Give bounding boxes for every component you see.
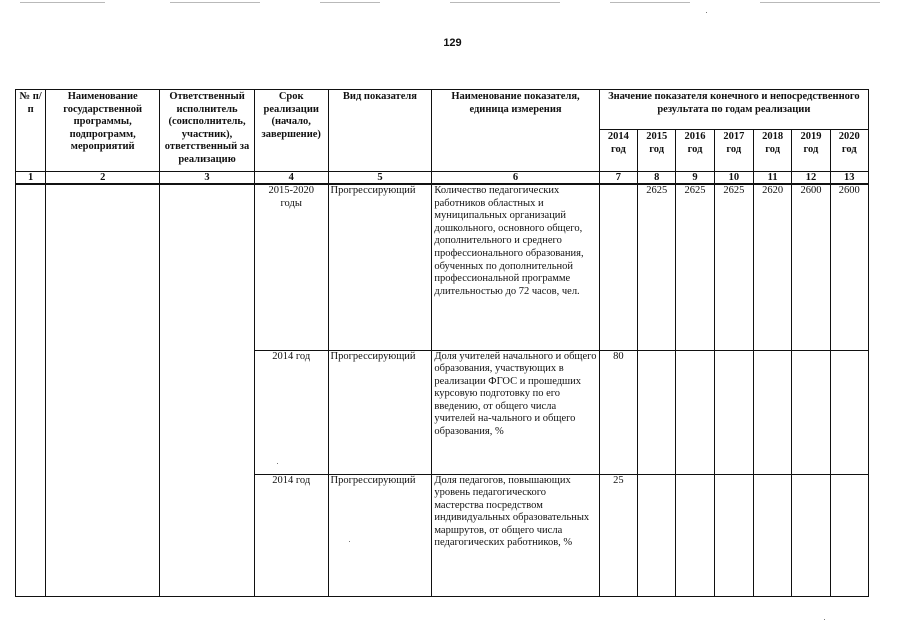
header-year: 2020 год xyxy=(830,130,868,172)
scan-speck xyxy=(277,463,278,464)
scan-line xyxy=(20,2,105,3)
cell-indicator-name: Количество педагогических работников областных и муниципальных организаций дошкольного, основного общего, дополнительного и среднего профессионального образования, обученных по дополнительной профессиональной программе длительностью до 72 часов, чел. xyxy=(432,184,599,350)
scan-line xyxy=(610,2,690,3)
header-values-group: Значение показателя конечного и непосредственного результата по годам реализации xyxy=(599,90,868,130)
cell-value-2016: 2625 xyxy=(676,184,714,350)
cell-responsible xyxy=(160,184,255,596)
column-number: 2 xyxy=(46,172,160,185)
header-year: 2014 год xyxy=(599,130,637,172)
table-row xyxy=(16,184,869,350)
indicators-table xyxy=(15,89,869,597)
page-number: 129 xyxy=(443,37,462,49)
scan-line xyxy=(450,2,560,3)
cell-value-2015: 2625 xyxy=(638,184,676,350)
cell-value-2014: 80 xyxy=(599,350,637,474)
cell-value-2020 xyxy=(830,350,868,474)
cell-indicator-type: Прогрессирующий xyxy=(328,350,432,474)
cell-value-2014: 25 xyxy=(599,474,637,596)
header-year: 2015 год xyxy=(638,130,676,172)
cell-value-2015 xyxy=(638,350,676,474)
cell-value-2019: 2600 xyxy=(792,184,830,350)
cell-term: 2014 год xyxy=(254,474,328,596)
column-number: 1 xyxy=(16,172,46,185)
header-year: 2016 год xyxy=(676,130,714,172)
header-row xyxy=(16,90,869,130)
header-responsible: Ответственный исполнитель (соисполнитель, участник), ответственный за реализацию xyxy=(160,90,255,172)
cell-value-2014 xyxy=(599,184,637,350)
column-number: 12 xyxy=(792,172,830,185)
header-year: 2018 год xyxy=(753,130,791,172)
column-number: 11 xyxy=(753,172,791,185)
cell-term: 2014 год xyxy=(254,350,328,474)
cell-value-2016 xyxy=(676,474,714,596)
cell-indicator-type: Прогрессирующий xyxy=(328,474,432,596)
cell-value-2019 xyxy=(792,474,830,596)
scan-speck xyxy=(349,541,350,542)
cell-indicator-type: Прогрессирующий xyxy=(328,184,432,350)
header-term: Срок реализации (начало, завершение) xyxy=(254,90,328,172)
cell-value-2018 xyxy=(753,474,791,596)
column-number: 3 xyxy=(160,172,255,185)
cell-indicator-name: Доля педагогов, повышающих уровень педагогического мастерства посредством индивидуальных образовательных маршрутов, от общего числа педагогических работников, % xyxy=(432,474,599,596)
column-numbers-row xyxy=(16,172,869,185)
cell-value-2016 xyxy=(676,350,714,474)
cell-value-2020 xyxy=(830,474,868,596)
header-year: 2019 год xyxy=(792,130,830,172)
cell-value-2015 xyxy=(638,474,676,596)
column-number: 4 xyxy=(254,172,328,185)
cell-program-name xyxy=(46,184,160,596)
column-number: 8 xyxy=(638,172,676,185)
header-indicator-name: Наименование показателя, единица измерения xyxy=(432,90,599,172)
cell-indicator-name: Доля учителей начального и общего образования, участвующих в реализации ФГОС и прошедших курсовую подготовку по его введению, от общего числа учителей на-чального и общего образования, % xyxy=(432,350,599,474)
column-number: 7 xyxy=(599,172,637,185)
scan-line xyxy=(760,2,880,3)
header-program-name: Наименование государственной программы, подпрограмм, мероприятий xyxy=(46,90,160,172)
scan-speck xyxy=(824,619,825,620)
column-number: 9 xyxy=(676,172,714,185)
cell-value-2018 xyxy=(753,350,791,474)
cell-value-2020: 2600 xyxy=(830,184,868,350)
column-number: 5 xyxy=(328,172,432,185)
header-number: № п/п xyxy=(16,90,46,172)
scan-line xyxy=(320,2,380,3)
scan-line xyxy=(170,2,260,3)
scan-speck xyxy=(706,12,707,13)
cell-value-2017 xyxy=(714,474,753,596)
column-number: 6 xyxy=(432,172,599,185)
cell-term: 2015-2020 годы xyxy=(254,184,328,350)
cell-number xyxy=(16,184,46,596)
header-indicator-type: Вид показателя xyxy=(328,90,432,172)
column-number: 13 xyxy=(830,172,868,185)
cell-value-2017: 2625 xyxy=(714,184,753,350)
column-number: 10 xyxy=(714,172,753,185)
cell-value-2018: 2620 xyxy=(753,184,791,350)
header-year: 2017 год xyxy=(714,130,753,172)
cell-value-2019 xyxy=(792,350,830,474)
cell-value-2017 xyxy=(714,350,753,474)
